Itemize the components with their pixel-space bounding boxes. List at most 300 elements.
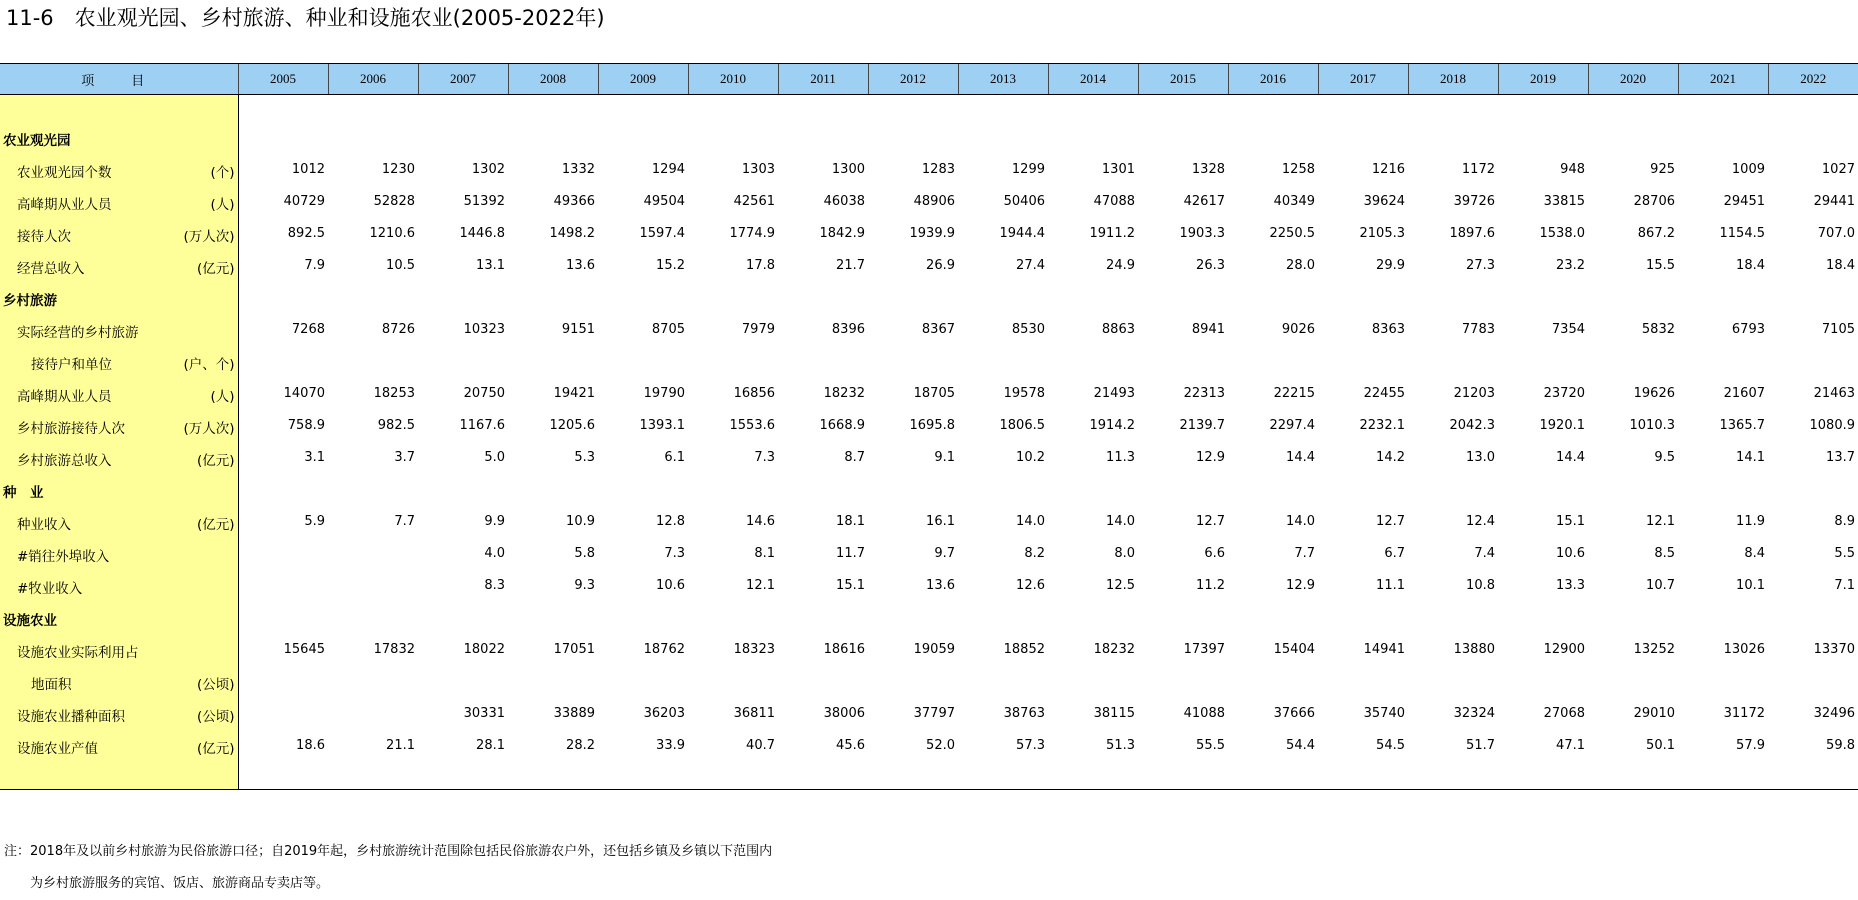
value-cell: 24.9	[1106, 257, 1135, 273]
value-cell: 29441	[1813, 193, 1855, 209]
table-row	[0, 249, 1858, 281]
value-cell	[868, 665, 958, 697]
value-cell	[1768, 281, 1858, 313]
value-cell: 51.7	[1466, 737, 1495, 753]
value-cell: 29451	[1723, 193, 1765, 209]
section-title: 乡村旅游	[3, 293, 57, 309]
value-cell: 1299	[1011, 161, 1045, 177]
value-cell: 1538.0	[1539, 225, 1585, 241]
value-cell: 46038	[823, 193, 865, 209]
value-cell	[508, 121, 598, 153]
value-cell: 12.1	[1646, 513, 1675, 529]
value-cell: 14.0	[1106, 513, 1135, 529]
column-header-year: 2021	[1678, 64, 1768, 95]
value-cell: 8726	[381, 321, 415, 337]
value-cell	[1588, 665, 1678, 697]
value-cell: 867.2	[1637, 225, 1675, 241]
table-row	[0, 537, 1858, 569]
value-cell: 35740	[1363, 705, 1405, 721]
value-cell: 7.7	[1294, 545, 1315, 561]
value-cell	[328, 537, 418, 569]
value-cell: 1009	[1731, 161, 1765, 177]
value-cell: 17.8	[746, 257, 775, 273]
value-cell: 8363	[1371, 321, 1405, 337]
row-label: 乡村旅游接待人次	[17, 421, 125, 437]
value-cell: 54.5	[1376, 737, 1405, 753]
value-cell: 17051	[553, 641, 595, 657]
value-cell	[598, 473, 688, 505]
value-cell: 10.1	[1736, 577, 1765, 593]
value-cell: 10.9	[566, 513, 595, 529]
value-cell	[778, 601, 868, 633]
value-cell: 18852	[1003, 641, 1045, 657]
value-cell	[958, 665, 1048, 697]
value-cell: 23.2	[1556, 257, 1585, 273]
value-cell: 23720	[1543, 385, 1585, 401]
value-cell	[1498, 121, 1588, 153]
value-cell: 14941	[1363, 641, 1405, 657]
value-cell	[1318, 345, 1408, 377]
spacer-row	[0, 95, 1858, 122]
value-cell: 55.5	[1196, 737, 1225, 753]
value-cell	[238, 697, 328, 729]
value-cell	[1138, 473, 1228, 505]
value-cell: 7.3	[754, 449, 775, 465]
value-cell: 13.0	[1466, 449, 1495, 465]
value-cell: 37797	[913, 705, 955, 721]
value-cell	[778, 121, 868, 153]
value-cell: 5.9	[304, 513, 325, 529]
value-cell: 14.1	[1736, 449, 1765, 465]
value-cell: 52828	[373, 193, 415, 209]
value-cell: 1302	[471, 161, 505, 177]
value-cell: 22455	[1363, 385, 1405, 401]
value-cell	[688, 601, 778, 633]
value-cell: 19059	[913, 641, 955, 657]
row-label-cell	[0, 601, 238, 633]
row-label: 高峰期从业人员	[17, 389, 112, 405]
value-cell: 51.3	[1106, 737, 1135, 753]
column-header-year: 2017	[1318, 64, 1408, 95]
value-cell: 11.3	[1106, 449, 1135, 465]
value-cell	[418, 281, 508, 313]
section-header-row	[0, 121, 1858, 153]
value-cell: 9151	[561, 321, 595, 337]
value-cell: 1903.3	[1179, 225, 1225, 241]
section-header-row	[0, 473, 1858, 505]
value-cell: 19790	[643, 385, 685, 401]
table-row	[0, 729, 1858, 761]
value-cell	[1498, 345, 1588, 377]
row-unit: (个)	[210, 165, 235, 181]
column-header-year: 2022	[1768, 64, 1858, 95]
value-cell	[1498, 281, 1588, 313]
table-row	[0, 345, 1858, 377]
value-cell	[958, 345, 1048, 377]
row-label-cell	[0, 377, 238, 409]
row-unit: (亿元)	[196, 261, 235, 277]
column-header-item: 项 目	[0, 64, 238, 95]
value-cell: 5.3	[574, 449, 595, 465]
row-label-cell	[0, 633, 238, 665]
value-cell: 8367	[921, 321, 955, 337]
value-cell	[1318, 665, 1408, 697]
value-cell	[1588, 345, 1678, 377]
column-header-year: 2010	[688, 64, 778, 95]
row-label-cell	[0, 697, 238, 729]
value-cell: 15.2	[656, 257, 685, 273]
value-cell: 1328	[1191, 161, 1225, 177]
value-cell: 33889	[553, 705, 595, 721]
value-cell: 8705	[651, 321, 685, 337]
value-cell: 32496	[1813, 705, 1855, 721]
value-cell	[1408, 281, 1498, 313]
value-cell: 14.0	[1016, 513, 1045, 529]
value-cell: 17832	[373, 641, 415, 657]
value-cell: 19578	[1003, 385, 1045, 401]
column-header-year: 2008	[508, 64, 598, 95]
value-cell: 15.1	[836, 577, 865, 593]
row-label: 设施农业产值	[17, 741, 98, 757]
value-cell: 15.5	[1646, 257, 1675, 273]
row-label-cell	[0, 505, 238, 537]
value-cell: 1283	[921, 161, 955, 177]
row-unit: (户、个)	[183, 357, 235, 373]
value-cell: 2297.4	[1269, 417, 1315, 433]
value-cell: 1597.4	[639, 225, 685, 241]
value-cell: 21203	[1453, 385, 1495, 401]
value-cell	[1498, 601, 1588, 633]
row-label: #销往外埠收入	[17, 549, 110, 565]
value-cell: 50.1	[1646, 737, 1675, 753]
value-cell	[238, 473, 328, 505]
value-cell	[1048, 601, 1138, 633]
value-cell: 18232	[823, 385, 865, 401]
row-label-cell	[0, 249, 238, 281]
value-cell	[958, 473, 1048, 505]
row-label: 设施农业实际利用占	[17, 645, 139, 661]
row-label-cell	[0, 569, 238, 601]
value-cell: 9.3	[574, 577, 595, 593]
value-cell: 1216	[1371, 161, 1405, 177]
value-cell: 1303	[741, 161, 775, 177]
value-cell	[1318, 281, 1408, 313]
value-cell: 40.7	[746, 737, 775, 753]
value-cell: 19421	[553, 385, 595, 401]
value-cell	[868, 473, 958, 505]
statistics-table	[0, 63, 1858, 790]
value-cell: 3.7	[394, 449, 415, 465]
value-cell: 14.0	[1286, 513, 1315, 529]
value-cell: 31172	[1723, 705, 1765, 721]
row-label-cell	[0, 345, 238, 377]
spacer-row	[0, 761, 1858, 790]
value-cell	[1678, 121, 1768, 153]
value-cell: 12.4	[1466, 513, 1495, 529]
value-cell: 12.6	[1016, 577, 1045, 593]
value-cell: 14.4	[1556, 449, 1585, 465]
value-cell: 18253	[373, 385, 415, 401]
table-row	[0, 185, 1858, 217]
value-cell: 12.5	[1106, 577, 1135, 593]
column-header-year: 2006	[328, 64, 418, 95]
value-cell: 1210.6	[369, 225, 415, 241]
value-cell: 2139.7	[1179, 417, 1225, 433]
value-cell: 9.5	[1654, 449, 1675, 465]
table-row	[0, 665, 1858, 697]
value-cell: 57.9	[1736, 737, 1765, 753]
value-cell: 1300	[831, 161, 865, 177]
value-cell: 8.0	[1114, 545, 1135, 561]
value-cell: 7.7	[394, 513, 415, 529]
row-label-cell	[0, 441, 238, 473]
row-label: 地面积	[31, 677, 72, 693]
section-header-row	[0, 281, 1858, 313]
value-cell	[238, 601, 328, 633]
value-cell: 12.8	[656, 513, 685, 529]
column-header-year: 2020	[1588, 64, 1678, 95]
value-cell: 1027	[1821, 161, 1855, 177]
value-cell: 21493	[1093, 385, 1135, 401]
value-cell: 21.7	[836, 257, 865, 273]
table-row	[0, 633, 1858, 665]
value-cell: 1498.2	[549, 225, 595, 241]
value-cell: 13.1	[476, 257, 505, 273]
table-row	[0, 153, 1858, 185]
value-cell: 15645	[283, 641, 325, 657]
value-cell: 12900	[1543, 641, 1585, 657]
value-cell: 18232	[1093, 641, 1135, 657]
column-header-year: 2007	[418, 64, 508, 95]
value-cell: 1301	[1101, 161, 1135, 177]
value-cell	[1228, 601, 1318, 633]
value-cell	[1588, 281, 1678, 313]
value-cell	[1768, 601, 1858, 633]
footnote-line-2: 为乡村旅游服务的宾馆、饭店、旅游商品专卖店等。	[30, 876, 330, 891]
value-cell: 1080.9	[1809, 417, 1855, 433]
value-cell: 925	[1650, 161, 1675, 177]
value-cell: 6.7	[1384, 545, 1405, 561]
footnote-line-1: 注：2018年及以前乡村旅游为民俗旅游口径；自2019年起，乡村旅游统计范围除包括民俗旅游农户外，还包括乡镇及乡镇以下范围内	[4, 844, 773, 859]
row-label: 设施农业播种面积	[17, 709, 125, 725]
row-unit: (万人次)	[183, 421, 235, 437]
value-cell: 28.1	[476, 737, 505, 753]
value-cell: 11.1	[1376, 577, 1405, 593]
table-row	[0, 441, 1858, 473]
section-header-row	[0, 601, 1858, 633]
row-unit: (人)	[210, 197, 235, 213]
row-label-cell	[0, 473, 238, 505]
value-cell: 2105.3	[1359, 225, 1405, 241]
value-cell: 10.8	[1466, 577, 1495, 593]
value-cell	[1048, 473, 1138, 505]
row-label-cell	[0, 153, 238, 185]
value-cell	[238, 121, 328, 153]
value-cell: 18.1	[836, 513, 865, 529]
value-cell	[1768, 473, 1858, 505]
value-cell	[508, 473, 598, 505]
value-cell	[868, 121, 958, 153]
row-label-cell	[0, 537, 238, 569]
value-cell	[238, 345, 328, 377]
value-cell	[1138, 601, 1228, 633]
row-label-cell	[0, 729, 238, 761]
value-cell: 6.1	[664, 449, 685, 465]
value-cell	[1588, 601, 1678, 633]
column-header-year: 2018	[1408, 64, 1498, 95]
value-cell	[1318, 601, 1408, 633]
value-cell: 50406	[1003, 193, 1045, 209]
value-cell: 8530	[1011, 321, 1045, 337]
value-cell: 13.7	[1826, 449, 1855, 465]
row-unit: (亿元)	[196, 741, 235, 757]
value-cell	[1678, 473, 1768, 505]
column-header-year: 2013	[958, 64, 1048, 95]
value-cell: 41088	[1183, 705, 1225, 721]
value-cell	[1408, 473, 1498, 505]
value-cell	[1678, 665, 1768, 697]
table-body	[0, 95, 1858, 790]
value-cell	[1138, 281, 1228, 313]
value-cell: 2250.5	[1269, 225, 1315, 241]
value-cell	[418, 121, 508, 153]
value-cell: 1806.5	[999, 417, 1045, 433]
value-cell	[958, 121, 1048, 153]
row-unit: (人)	[210, 389, 235, 405]
row-label-cell	[0, 185, 238, 217]
value-cell	[1408, 121, 1498, 153]
value-cell: 47.1	[1556, 737, 1585, 753]
value-cell	[778, 281, 868, 313]
value-cell: 30331	[463, 705, 505, 721]
value-cell: 707.0	[1817, 225, 1855, 241]
value-cell: 33815	[1543, 193, 1585, 209]
value-cell: 21607	[1723, 385, 1765, 401]
value-cell: 13026	[1723, 641, 1765, 657]
value-cell	[868, 345, 958, 377]
value-cell: 59.8	[1826, 737, 1855, 753]
value-cell: 1230	[381, 161, 415, 177]
value-cell: 21.1	[386, 737, 415, 753]
value-cell: 5.0	[484, 449, 505, 465]
column-header-year: 2014	[1048, 64, 1138, 95]
table-row	[0, 569, 1858, 601]
value-cell: 1897.6	[1449, 225, 1495, 241]
value-cell	[1498, 665, 1588, 697]
value-cell: 1012	[291, 161, 325, 177]
value-cell: 22215	[1273, 385, 1315, 401]
value-cell: 18323	[733, 641, 775, 657]
value-cell	[598, 345, 688, 377]
value-cell: 26.9	[926, 257, 955, 273]
value-cell: 8.5	[1654, 545, 1675, 561]
value-cell: 39624	[1363, 193, 1405, 209]
value-cell: 14.6	[746, 513, 775, 529]
value-cell: 7.4	[1474, 545, 1495, 561]
row-label-cell	[0, 409, 238, 441]
value-cell	[1138, 121, 1228, 153]
value-cell: 13880	[1453, 641, 1495, 657]
value-cell: 10.6	[1556, 545, 1585, 561]
value-cell: 18022	[463, 641, 505, 657]
value-cell: 18.6	[296, 737, 325, 753]
value-cell	[418, 473, 508, 505]
row-unit: (亿元)	[196, 517, 235, 533]
value-cell: 9.7	[934, 545, 955, 561]
value-cell	[328, 281, 418, 313]
value-cell: 12.7	[1376, 513, 1405, 529]
column-header-year: 2012	[868, 64, 958, 95]
value-cell	[238, 537, 328, 569]
value-cell: 2232.1	[1359, 417, 1405, 433]
value-cell	[1768, 345, 1858, 377]
value-cell: 33.9	[656, 737, 685, 753]
row-label: 乡村旅游总收入	[17, 453, 112, 469]
value-cell	[1678, 281, 1768, 313]
value-cell: 1167.6	[459, 417, 505, 433]
value-cell	[958, 281, 1048, 313]
value-cell: 1258	[1281, 161, 1315, 177]
value-cell: 1365.7	[1719, 417, 1765, 433]
value-cell: 9026	[1281, 321, 1315, 337]
value-cell	[418, 601, 508, 633]
value-cell: 11.2	[1196, 577, 1225, 593]
value-cell	[1768, 665, 1858, 697]
value-cell	[1498, 473, 1588, 505]
value-cell	[328, 601, 418, 633]
value-cell: 26.3	[1196, 257, 1225, 273]
value-cell: 1393.1	[639, 417, 685, 433]
value-cell: 9.1	[934, 449, 955, 465]
value-cell	[868, 601, 958, 633]
column-header-year: 2019	[1498, 64, 1588, 95]
value-cell	[238, 665, 328, 697]
value-cell: 13.6	[566, 257, 595, 273]
value-cell: 8.2	[1024, 545, 1045, 561]
value-cell: 10.7	[1646, 577, 1675, 593]
value-cell: 1939.9	[909, 225, 955, 241]
value-cell: 21463	[1813, 385, 1855, 401]
value-cell: 1842.9	[819, 225, 865, 241]
row-label: 种业收入	[17, 517, 71, 533]
value-cell: 1172	[1461, 161, 1495, 177]
row-label-cell	[0, 281, 238, 313]
value-cell: 7783	[1461, 321, 1495, 337]
value-cell: 27.4	[1016, 257, 1045, 273]
row-unit: (万人次)	[183, 229, 235, 245]
value-cell: 8.7	[844, 449, 865, 465]
value-cell	[778, 473, 868, 505]
value-cell: 18705	[913, 385, 955, 401]
value-cell	[1048, 281, 1138, 313]
value-cell	[1228, 281, 1318, 313]
value-cell: 49504	[643, 193, 685, 209]
table-row	[0, 505, 1858, 537]
value-cell	[1318, 473, 1408, 505]
value-cell	[1678, 345, 1768, 377]
value-cell: 18.4	[1736, 257, 1765, 273]
value-cell: 39726	[1453, 193, 1495, 209]
value-cell: 2042.3	[1449, 417, 1495, 433]
value-cell: 10.6	[656, 577, 685, 593]
table-header-row	[0, 64, 1858, 95]
value-cell: 1553.6	[729, 417, 775, 433]
value-cell: 8396	[831, 321, 865, 337]
value-cell: 10.5	[386, 257, 415, 273]
value-cell: 28.0	[1286, 257, 1315, 273]
value-cell	[958, 601, 1048, 633]
column-header-year: 2005	[238, 64, 328, 95]
